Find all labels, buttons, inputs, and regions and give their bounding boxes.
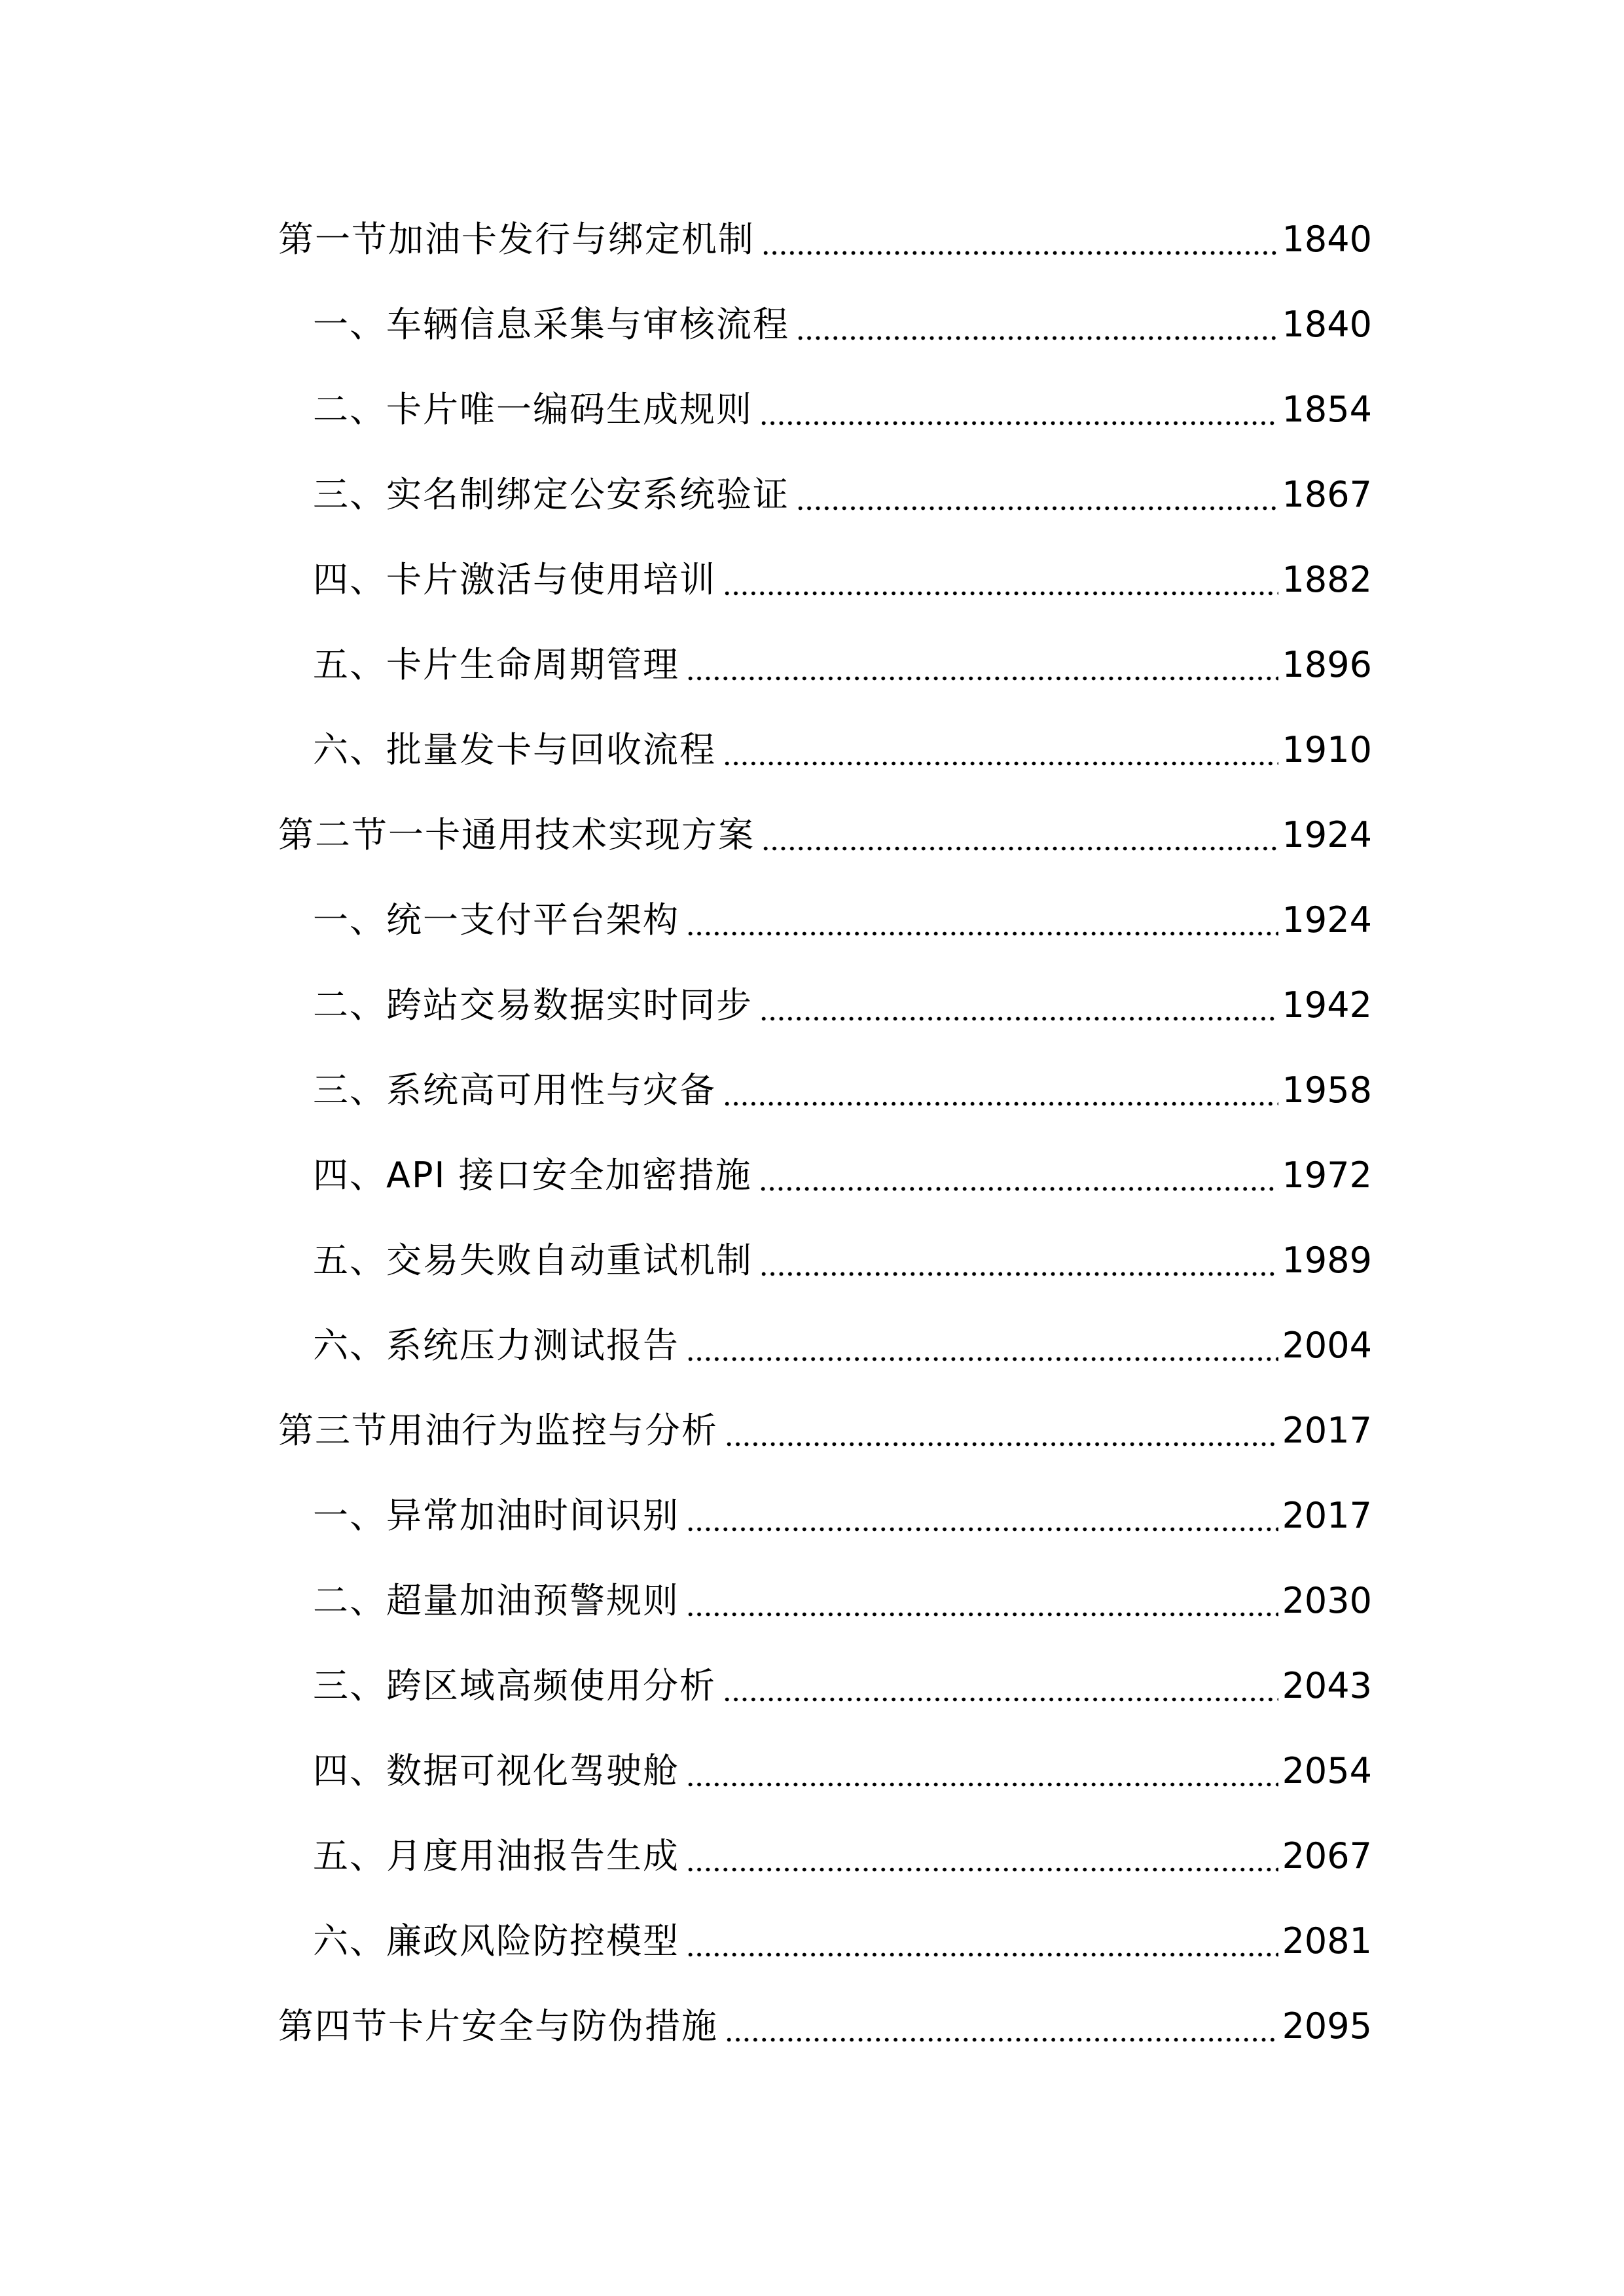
toc-page-number: 1882 xyxy=(1282,559,1372,600)
toc-page-number: 1840 xyxy=(1282,219,1372,260)
toc-subsection-entry[interactable] xyxy=(313,1490,1372,1542)
toc-subsection-entry[interactable] xyxy=(313,298,1372,351)
toc-dot-leader xyxy=(759,979,1278,1031)
toc-subsection-entry[interactable] xyxy=(313,1660,1372,1712)
toc-subsection-entry[interactable] xyxy=(313,894,1372,946)
toc-page-number: 2054 xyxy=(1282,1750,1372,1791)
toc-page-number: 2043 xyxy=(1282,1665,1372,1706)
toc-subsection-entry[interactable] xyxy=(313,1575,1372,1627)
toc-page-number: 1958 xyxy=(1282,1069,1372,1111)
toc-page-number: 1896 xyxy=(1282,644,1372,685)
toc-dot-leader xyxy=(759,384,1278,436)
toc-dot-leader xyxy=(725,1405,1278,1457)
toc-dot-leader xyxy=(725,2000,1278,2053)
toc-dot-leader xyxy=(686,1490,1278,1542)
toc-page-number: 1854 xyxy=(1282,389,1372,430)
toc-page-number: 1972 xyxy=(1282,1155,1372,1196)
toc-page-number: 1867 xyxy=(1282,474,1372,515)
toc-subsection-entry[interactable] xyxy=(313,1064,1372,1117)
toc-entry-title: 二、跨站交易数据实时同步 xyxy=(313,984,753,1026)
toc-page-number: 1924 xyxy=(1282,814,1372,855)
toc-entry-title: 五、交易失败自动重试机制 xyxy=(313,1240,753,1281)
toc-dot-leader xyxy=(686,1319,1278,1372)
toc-page-number: 1942 xyxy=(1282,984,1372,1026)
toc-dot-leader xyxy=(686,894,1278,946)
toc-page-number: 1924 xyxy=(1282,899,1372,941)
toc-dot-leader xyxy=(761,213,1278,266)
toc-dot-leader xyxy=(723,1660,1278,1712)
toc-dot-leader xyxy=(686,1745,1278,1797)
toc-section-entry[interactable] xyxy=(278,213,1372,266)
toc-entry-title: 五、卡片生命周期管理 xyxy=(313,644,679,685)
toc-subsection-entry[interactable] xyxy=(313,979,1372,1031)
toc-entry-title: 第一节加油卡发行与绑定机制 xyxy=(278,219,755,260)
toc-subsection-entry[interactable] xyxy=(313,1319,1372,1372)
toc-dot-leader xyxy=(686,1915,1278,1967)
toc-subsection-entry[interactable] xyxy=(313,724,1372,776)
toc-entry-title: 四、数据可视化驾驶舱 xyxy=(313,1750,679,1791)
toc-entry-title: 四、API 接口安全加密措施 xyxy=(313,1155,752,1196)
toc-subsection-entry[interactable] xyxy=(313,1915,1372,1967)
toc-dot-leader xyxy=(796,469,1278,521)
toc-entry-title: 六、廉政风险防控模型 xyxy=(313,1920,679,1962)
toc-entry-title: 第二节一卡通用技术实现方案 xyxy=(278,814,755,855)
toc-dot-leader xyxy=(686,1830,1278,1882)
toc-subsection-entry[interactable] xyxy=(313,384,1372,436)
toc-entry-title: 六、系统压力测试报告 xyxy=(313,1325,679,1366)
toc-dot-leader xyxy=(796,298,1278,351)
toc-entry-title: 二、超量加油预警规则 xyxy=(313,1580,679,1621)
toc-entry-title: 五、月度用油报告生成 xyxy=(313,1835,679,1876)
toc-entry-title: 三、实名制绑定公安系统验证 xyxy=(313,474,789,515)
toc-entry-title: 六、批量发卡与回收流程 xyxy=(313,729,716,770)
toc-page-number: 1910 xyxy=(1282,729,1372,770)
toc-page-number: 1840 xyxy=(1282,304,1372,345)
toc-page-number: 2004 xyxy=(1282,1325,1372,1366)
toc-page-number: 2017 xyxy=(1282,1495,1372,1536)
toc-entry-title: 四、卡片激活与使用培训 xyxy=(313,559,716,600)
toc-page-number: 2095 xyxy=(1282,2005,1372,2047)
toc-entry-title: 一、异常加油时间识别 xyxy=(313,1495,679,1536)
toc-subsection-entry[interactable] xyxy=(313,554,1372,606)
toc-dot-leader xyxy=(759,1149,1278,1202)
toc-page-number: 2067 xyxy=(1282,1835,1372,1876)
toc-dot-leader xyxy=(759,1234,1278,1287)
toc-subsection-entry[interactable] xyxy=(313,1149,1372,1202)
toc-subsection-entry[interactable] xyxy=(313,469,1372,521)
toc-dot-leader xyxy=(723,554,1278,606)
toc-dot-leader xyxy=(761,809,1278,861)
toc-dot-leader xyxy=(686,1575,1278,1627)
toc-dot-leader xyxy=(723,1064,1278,1117)
toc-entry-title: 一、统一支付平台架构 xyxy=(313,899,679,941)
toc-page-number: 2081 xyxy=(1282,1920,1372,1962)
toc-entry-title: 一、车辆信息采集与审核流程 xyxy=(313,304,789,345)
toc-subsection-entry[interactable] xyxy=(313,639,1372,691)
toc-entry-title: 三、系统高可用性与灾备 xyxy=(313,1069,716,1111)
toc-section-entry[interactable] xyxy=(278,2000,1372,2053)
toc-entry-title: 第三节用油行为监控与分析 xyxy=(278,1410,718,1451)
toc-subsection-entry[interactable] xyxy=(313,1830,1372,1882)
toc-dot-leader xyxy=(723,724,1278,776)
toc-entry-title: 三、跨区域高频使用分析 xyxy=(313,1665,716,1706)
toc-page-number: 2030 xyxy=(1282,1580,1372,1621)
toc-section-entry[interactable] xyxy=(278,809,1372,861)
toc-entry-title: 第四节卡片安全与防伪措施 xyxy=(278,2005,718,2047)
toc-entry-title: 二、卡片唯一编码生成规则 xyxy=(313,389,753,430)
toc-subsection-entry[interactable] xyxy=(313,1234,1372,1287)
toc-page-number: 1989 xyxy=(1282,1240,1372,1281)
toc-section-entry[interactable] xyxy=(278,1405,1372,1457)
toc-subsection-entry[interactable] xyxy=(313,1745,1372,1797)
toc-dot-leader xyxy=(686,639,1278,691)
toc-page-number: 2017 xyxy=(1282,1410,1372,1451)
